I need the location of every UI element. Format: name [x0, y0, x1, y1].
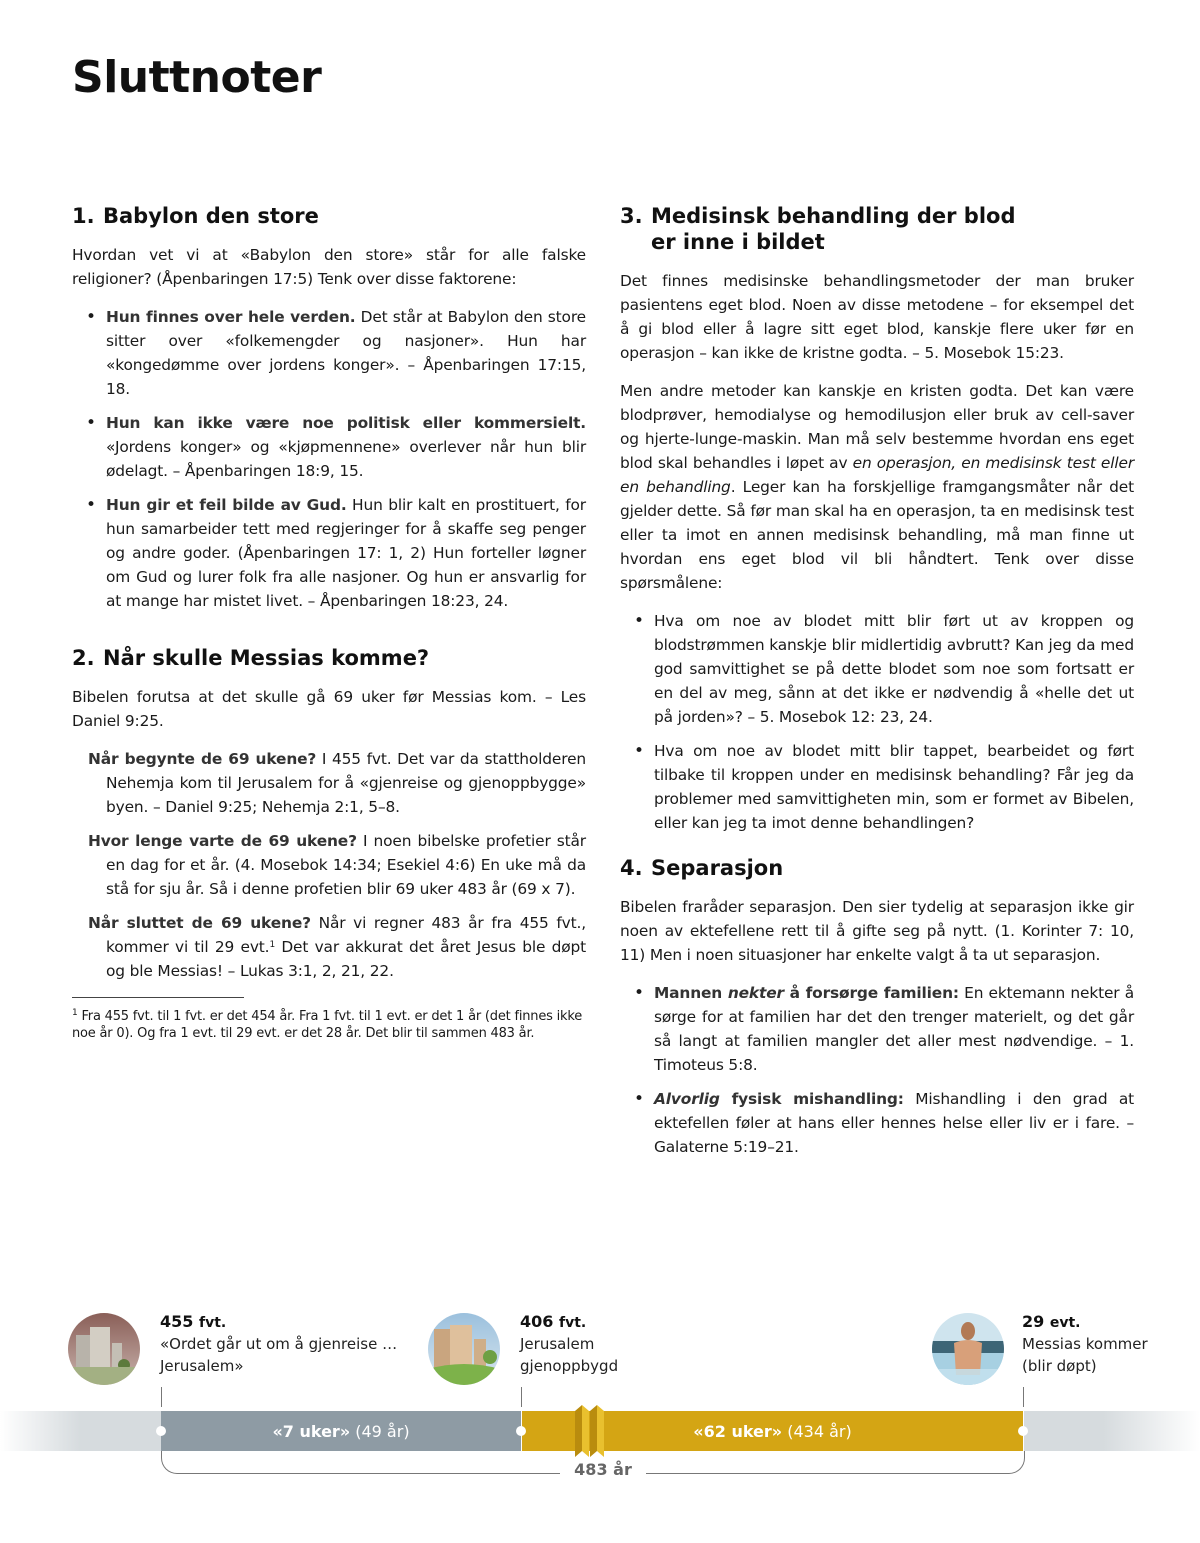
timeline-event [520, 1312, 618, 1377]
section-title: Separasjon [651, 856, 784, 880]
paragraph-text: Men andre metoder kan kanskje en kristen godta. Det kan være blodprøver, hemodialyse og hemodilusjon eller bruk av cell-saver og hjerte-lunge-maskin. Man må selv bestemme hvordan ens eget blod skal behandles i løpet av [620, 382, 1134, 472]
event-description: Jerusalem» [160, 1357, 244, 1375]
section-number: 2. [72, 646, 95, 670]
section-title-line: Medisinsk behandling der blod [651, 204, 1016, 228]
bullet-text: Mishandling i den grad at ektefellen føler at hans eller hennes helse eller liv er i fare. – Galaterne 5:19–21. [654, 1090, 1135, 1156]
qa-question: Når sluttet de 69 ukene? [88, 914, 311, 932]
list-item: • Hva om noe av blodet mitt blir tappet, bearbeidet og ført tilbake til kroppen under en medisinsk behandling? Får jeg da problemer med samvittigheten min, som er formet av Bibelen, eller kan jeg ta imot denne behandlingen? [654, 739, 1134, 835]
section-title: Babylon den store [103, 204, 319, 228]
segment-7-weeks [161, 1411, 521, 1451]
section-title: Når skulle Messias komme? [103, 646, 430, 670]
event-era: fvt. [558, 1315, 587, 1331]
bullet-lead-emphasis: nekter [727, 984, 784, 1002]
event-marker-dot [516, 1426, 526, 1436]
section-number: 4. [620, 856, 643, 880]
timeline-event [160, 1312, 397, 1377]
event-tick [1023, 1387, 1024, 1407]
qa-answer: Når vi regner 483 år fra 455 fvt., kommer vi til 29 evt. [106, 914, 586, 956]
event-description: (blir døpt) [1022, 1357, 1097, 1375]
list-item [106, 411, 586, 483]
section-intro: Bibelen fraråder separasjon. Den sier tydelig at separasjon ikke gir noen av ektefellene rett til å gifte seg på nytt. (1. Korinter 7: 10, 11) Men i noen situasjoner har enkelte valgt å ta ut separasjon. [620, 898, 1134, 964]
bullet-text: Det står at Babylon den store sitter over «folkemengder og nasjoner». Hun har «kongedømme over jordens konger». – Åpenbaringen 17:15, 18. [106, 308, 586, 398]
event-description: «Ordet går ut om å gjenreise … [160, 1335, 398, 1353]
bullet-text: «Jordens konger» og «kjøpmennene» overlever når hun blir ødelagt. – Åpenbaringen 18:9, 15. [106, 438, 586, 480]
bullet-list [620, 609, 1134, 835]
section-heading [72, 203, 586, 229]
timeline-event [1022, 1312, 1148, 1377]
event-description: Messias kommer [1022, 1335, 1148, 1353]
list-item [106, 493, 586, 613]
event-era: evt. [1049, 1315, 1081, 1331]
section-number: 3. [620, 204, 643, 228]
section-blood [620, 203, 1134, 835]
page-title: Sluttnoter [72, 52, 322, 103]
event-date [520, 1312, 618, 1333]
qa-question: Hvor lenge varte de 69 ukene? [88, 832, 357, 850]
timeline-fade-end [1024, 1411, 1200, 1451]
event-description: gjenoppbygd [520, 1357, 619, 1375]
event-year: 29 [1022, 1312, 1045, 1331]
footnote-divider [72, 997, 244, 998]
event-marker-dot [1018, 1426, 1028, 1436]
section-title [651, 203, 1016, 255]
event-tick [521, 1387, 522, 1407]
baptism-image [932, 1313, 1004, 1385]
section-paragraph [620, 379, 1134, 595]
section-heading [72, 645, 586, 671]
rebuilt-walls-image [428, 1313, 500, 1385]
bullet-lead: Hun gir et feil bilde av Gud. [106, 496, 347, 514]
list-item [106, 305, 586, 401]
list-item: • Hva om noe av blodet mitt blir ført ut av kroppen og blodstrømmen kanskje blir midlertidig avbrutt? Kan jeg da med god samvittighet se på dette blodet som noe som fortsatt er en del av meg, sånn at det ikke er nødvendig å «helle det ut på jorden»? – 5. Mosebok 12: 23, 24. [654, 609, 1134, 729]
bullet-list [72, 305, 586, 613]
qa-item [88, 747, 586, 819]
event-tick [161, 1387, 162, 1407]
section-babylon [72, 203, 586, 613]
left-column [72, 203, 586, 1042]
section-intro: Hvordan vet vi at «Babylon den store» står for alle falske religioner? (Åpenbaringen 17:5) Tenk over disse faktorene: [72, 246, 586, 288]
bullet-lead: Hun finnes over hele verden. [106, 308, 356, 326]
bullet-lead: Hun kan ikke være noe politisk eller kommersielt. [106, 414, 586, 432]
event-year: 455 [160, 1312, 194, 1331]
qa-item [88, 829, 586, 901]
qa-question: Når begynte de 69 ukene? [88, 750, 317, 768]
bullet-lead-text: Mannen [654, 984, 728, 1002]
timeline-break-icon [572, 1404, 608, 1458]
footnote-text: Fra 455 fvt. til 1 fvt. er det 454 år. Fra 1 fvt. til 1 evt. er det 1 år (det finnes ikke noe år 0). Og fra 1 evt. til 29 evt. er det 28 år. Det blir til sammen 483 år. [72, 1009, 583, 1041]
qa-item [88, 911, 586, 983]
segment-duration: (49 år) [350, 1421, 410, 1441]
event-description: Jerusalem [520, 1335, 595, 1353]
bullet-lead-text: å forsørge familien: [783, 984, 959, 1002]
section-intro: Bibelen forutsa at det skulle gå 69 uker før Messias kom. – Les Daniel 9:25. [72, 688, 586, 730]
bullet-lead-text: fysisk mishandling: [719, 1090, 904, 1108]
bullet-lead-emphasis: Alvorlig [654, 1090, 720, 1108]
total-duration: 483 år [560, 1460, 646, 1479]
event-date [160, 1312, 397, 1333]
timeline-fade-start [0, 1411, 161, 1451]
section-heading [620, 203, 1134, 255]
bullet-list [620, 981, 1134, 1159]
right-column [620, 203, 1134, 1173]
section-separation [620, 855, 1134, 1159]
footnote [72, 1008, 586, 1042]
event-marker-dot [156, 1426, 166, 1436]
section-heading [620, 855, 1134, 881]
section-title-line: er inne i bildet [651, 230, 825, 254]
ruined-walls-image [68, 1313, 140, 1385]
paragraph-text: . Leger kan ha forskjellige framgangsmåter når det gjelder dette. Så før man skal ha en operasjon, ta en medisinsk test eller ta imot en annen medisinsk behandling, må man finne ut hvordan ens eget blod vil bli håndtert. Tenk over disse spørsmålene: [620, 478, 1134, 592]
bullet-lead [654, 1090, 904, 1108]
segment-label: «62 uker» [693, 1421, 783, 1441]
event-date [1022, 1312, 1148, 1333]
segment-duration: (434 år) [782, 1421, 852, 1441]
qa-answer: I 455 fvt. Det var da stattholderen Nehemja kom til Jerusalem for å «gjenreise og gjenoppbygge» byen. – Daniel 9:25; Nehemja 2:1, 5–8. [106, 750, 587, 816]
bullet-text: En ektemann nekter å sørge for at familien har det den trenger materielt, og det går så langt at familien mangler det aller mest nødvendige. – 1. Timoteus 5:8. [654, 984, 1134, 1074]
list-item [654, 1087, 1134, 1159]
prophecy-timeline [0, 1300, 1200, 1500]
footnote-ref[interactable]: 1 [269, 940, 276, 950]
qa-answer-cont: Det var akkurat det året Jesus ble døpt og ble Messias! – Lukas 3:1, 2, 21, 22. [106, 938, 586, 980]
bullet-text: Hun blir kalt en prostituert, for hun samarbeider tett med regjeringer for å skaffe seg penger og andre goder. (Åpenbaringen 17: 1, 2) Hun forteller løgner om Gud og lurer folk fra alle nasjoner. Og hun er ansvarlig for at mange har mistet livet. – Åpenbaringen 18:23, 24. [106, 496, 586, 610]
list-item [654, 981, 1134, 1077]
event-year: 406 [520, 1312, 554, 1331]
paragraph-emphasis: en operasjon, en medisinsk test eller en behandling [620, 454, 1134, 496]
section-paragraph: Det finnes medisinske behandlingsmetoder der man bruker pasientens eget blod. Noen av disse metodene – for eksempel det å gi blod eller å lagre sitt eget blod, kanskje flere uker før en operasjon – kan ikke de kristne godta. – 5. Mosebok 15:23. [620, 272, 1134, 362]
qa-answer: I noen bibelske profetier står en dag for et år. (4. Mosebok 14:34; Esekiel 4:6) En uke må da stå for sju år. Så i denne profetien blir 69 uker 483 år (69 x 7). [106, 832, 586, 898]
section-messiah [72, 645, 586, 1042]
bullet-lead [654, 984, 959, 1002]
segment-label: «7 uker» [272, 1421, 351, 1441]
footnote-marker: 1 [72, 1008, 78, 1018]
event-era: fvt. [198, 1315, 227, 1331]
section-number: 1. [72, 204, 95, 228]
